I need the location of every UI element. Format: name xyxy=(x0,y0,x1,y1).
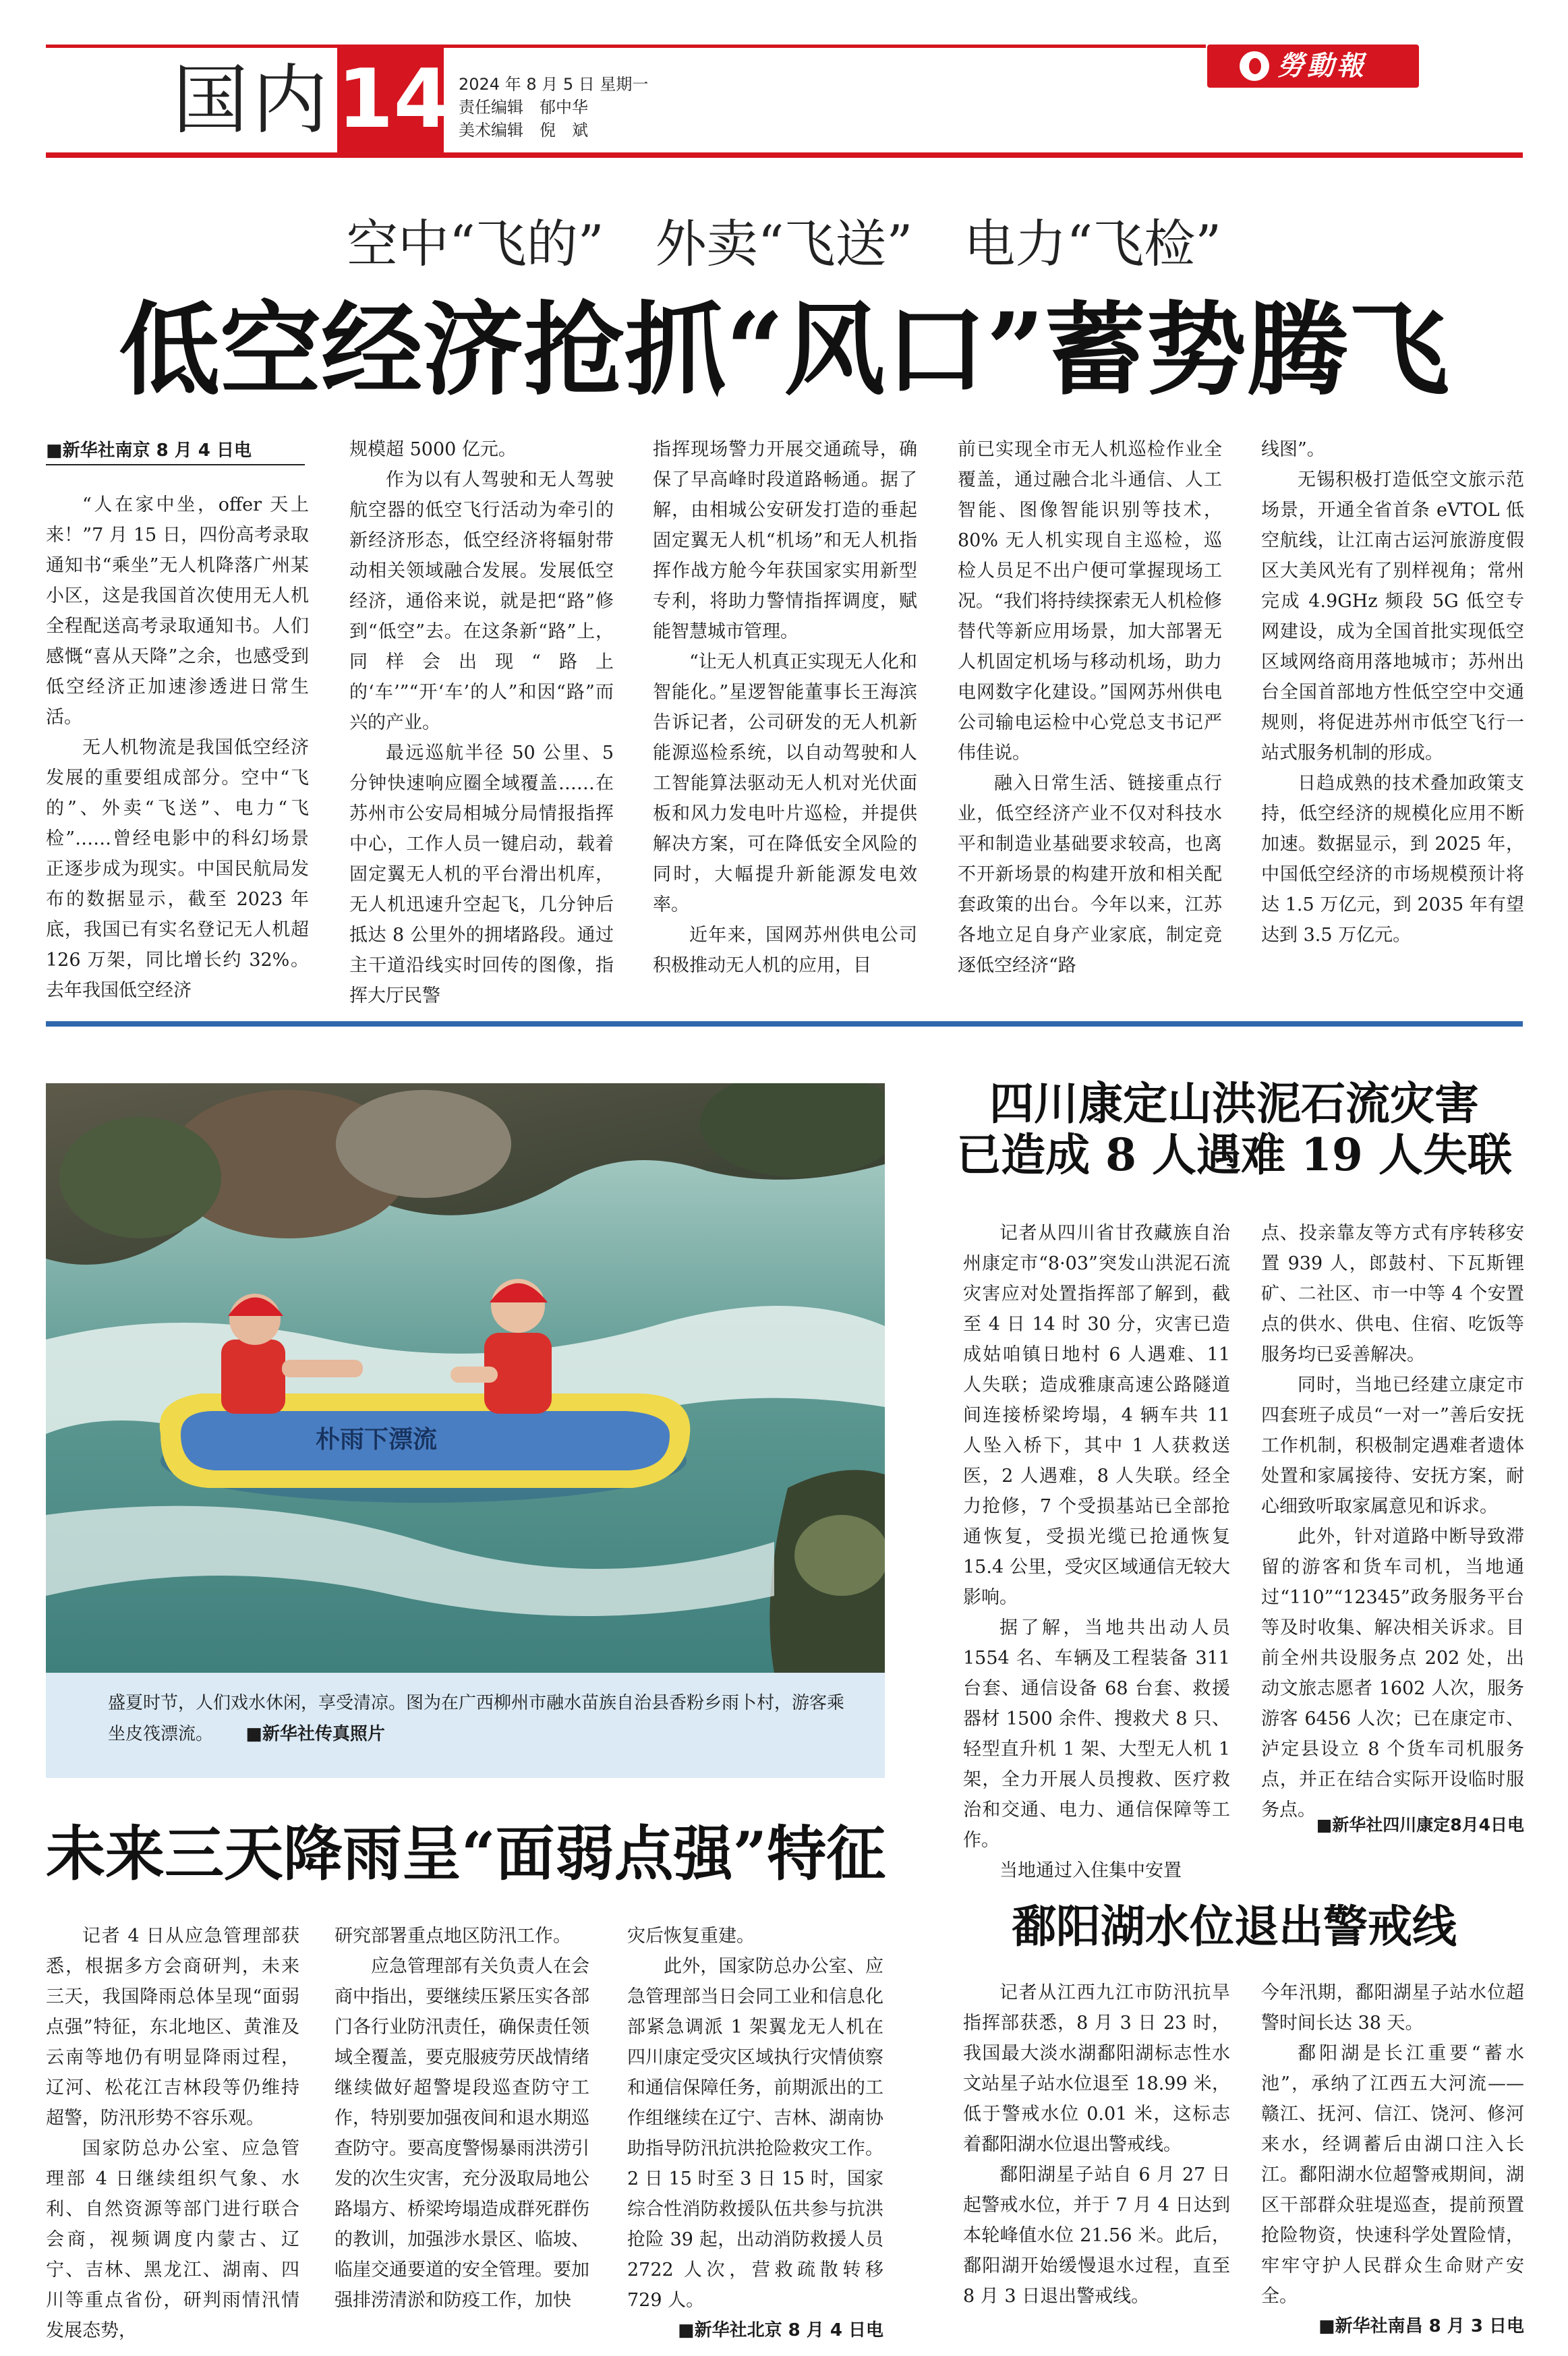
poyang-byline: ■新华社南昌 8 月 3 日电 xyxy=(1318,2316,1524,2336)
responsible-editor: 责任编辑 郁中华 xyxy=(459,98,588,117)
lead-col-4 xyxy=(958,434,1222,981)
lead-col-2 xyxy=(349,434,614,1011)
issue-date: 2024 年 8 月 5 日 星期一 xyxy=(459,75,649,94)
kangding-col-2 xyxy=(1261,1218,1524,1825)
paragraph: 无人机物流是我国低空经济发展的重要组成部分。空中“飞的”、外卖“飞送”、电力“飞检”……曾经电影中的科幻场景正逐步成为现实。中国民航局发布的数据显示，截至 2023 年底，我国已有实名登记无人机超 126 万架，同比增长约 32%。去年我国低空经济 xyxy=(46,737,309,1001)
photo-caption xyxy=(108,1688,856,1750)
raft-label: 朴雨下漂流 xyxy=(316,1425,438,1454)
paragraph: “让无人机真正实现无人化和智能化。”星逻智能董事长王海滨告诉记者，公司研发的无人机新能源巡检系统，以自动驾驶和人工智能算法驱动无人机对光伏面板和风力发电叶片巡检，并提供解决方案，可在降低安全风险的同时，大幅提升新能源发电效率。 xyxy=(653,652,917,915)
paragraph: 点、投亲靠友等方式有序转移安置 939 人，郎鼓村、下瓦斯锂矿、二社区、市一中等 4 个安置点的供水、供电、住宿、吃饭等服务均已妥善解决。 xyxy=(1261,1223,1524,1365)
paragraph: 记者从江西九江市防汛抗旱指挥部获悉，8 月 3 日 23 时，我国最大淡水湖鄱阳湖标志性水文站星子站水位退至 18.99 米，低于警戒水位 0.01 米，这标志着鄱阳湖水位退出警戒线。 xyxy=(963,1982,1230,2155)
paragraph: 国家防总办公室、应急管理部 4 日继续组织气象、水利、自然资源等部门进行联合会商，视频调度内蒙古、辽宁、吉林、黑龙江、湖南、四川等重点省份，研判雨情汛情发展态势， xyxy=(46,2138,299,2341)
paragraph: 当地通过入住集中安置 xyxy=(999,1860,1182,1881)
lead-col-5 xyxy=(1261,434,1524,950)
page-number-box xyxy=(337,46,450,154)
kangding-headline-line2: 已造成 8 人遇难 19 人失联 xyxy=(956,1128,1512,1181)
paragraph: 灾后恢复重建。 xyxy=(627,1926,755,1947)
kangding-byline: ■新华社四川康定8月4日电 xyxy=(1316,1815,1524,1835)
photo-caption-box xyxy=(46,1673,885,1778)
lead-headline: 低空经济抢抓“风口”蓄势腾飞 xyxy=(119,291,1449,409)
page-number: 14 xyxy=(337,53,450,146)
logo-icon xyxy=(1240,51,1269,81)
kangding-headline-line1: 四川康定山洪泥石流灾害 xyxy=(989,1077,1479,1130)
lead-kicker: 空中“飞的” 外卖“飞送” 电力“飞检” xyxy=(346,214,1222,274)
paragraph: 此外，针对道路中断导致滞留的游客和货车司机，当地通过“110”“12345”政务服务平台等及时收集、解决相关诉求。目前全州共设服务点 202 处，出动文旅志愿者 1602 人次，服务游客 6456 人次；已在康定市、泸定县设立 8 个货车司机服务点，并正在结合实际开设临时服务点。 xyxy=(1261,1526,1524,1820)
paragraph: 研究部署重点地区防汛工作。 xyxy=(335,1926,571,1947)
lead-col-3 xyxy=(653,434,917,981)
paragraph: 融入日常生活、链接重点行业，低空经济产业不仅对科技水平和制造业基础要求较高，也离不开新场景的构建开放和相关配套政策的出台。今年以来，江苏各地立足自身产业家底，制定竞逐低空经济“路 xyxy=(958,773,1222,976)
kangding-headline xyxy=(944,1078,1524,1180)
logo-wordmark: 勞動報 xyxy=(1277,50,1366,82)
header-top-rule xyxy=(46,45,1206,48)
paragraph: 作为以有人驾驶和无人驾驶航空器的低空飞行活动为牵引的新经济形态，低空经济将辐射带动相关领域融合发展。发展低空经济，通俗来说，就是把“路”修到“低空”去。在这条新“路”上，同样会出现“路上的‘车’”“开‘车’的人”和因“路”而兴的产业。 xyxy=(349,469,614,733)
photo-credit: ■新华社传真照片 xyxy=(245,1724,385,1744)
rain-headline: 未来三天降雨呈“面弱点强”特征 xyxy=(46,1818,886,1889)
paragraph: 无锡积极打造低空文旅示范场景，开通全省首条 eVTOL 低空航线，让江南古运河旅游度假区大美风光有了别样视角；常州完成 4.9GHz 频段 5G 低空专网建设，成为全国首批实现低空区域网络商用落地城市；苏州出台全国首部地方性低空空中交通规则，将促进苏州市低空飞行一站式服务机制的形成。 xyxy=(1261,469,1524,764)
masthead-logo xyxy=(1207,45,1419,88)
paragraph: 同时，当地已经建立康定市四套班子成员“一对一”善后安抚工作机制，积极制定遇难者遗体处置和家属接待、安抚方案，耐心细致听取家属意见和诉求。 xyxy=(1261,1375,1524,1517)
paragraph: 鄱阳湖是长江重要“蓄水池”，承纳了江西五大河流——赣江、抚河、信江、饶河、修河来水，经调蓄后由湖口注入长江。鄱阳湖水位超警戒期间，湖区干部群众驻堤巡查，提前预置抢险物资，快速科学处置险情，牢牢守护人民群众生命财产安全。 xyxy=(1261,2043,1524,2307)
paragraph: 最远巡航半径 50 公里、5 分钟快速响应圈全域覆盖……在苏州市公安局相城分局情报指挥中心，工作人员一键启动，载着固定翼无人机的平台滑出机库，无人机迅速升空起飞，几分钟后抵达 8 公里外的拥堵路段。通过主干道沿线实时回传的图像，指挥大厅民警 xyxy=(349,743,614,1006)
paragraph: 据了解，当地共出动人员 1554 名、车辆及工程装备 311 台套、通信设备 68 台套、救援器材 1500 余件、搜救犬 8 只、轻型直升机 1 架、大型无人机 1 架，全力开展人员搜救、医疗救治和交通、电力、通信保障等工作。 xyxy=(963,1617,1230,1851)
paragraph: 应急管理部有关负责人在会商中指出，要继续压紧压实各部门各行业防汛责任，确保责任领域全覆盖，要克服疲劳厌战情绪继续做好超警堤段巡查防守工作，特别要加强夜间和退水期巡查防守。要高度警惕暴雨洪涝引发的次生灾害，充分汲取局地公路塌方、桥梁垮塌造成群死群伤的教训，加强涉水景区、临坡、临崖交通要道的安全管理。要加强排涝清淤和防疫工作，加快 xyxy=(335,1956,589,2311)
paragraph: 鄱阳湖星子站自 6 月 27 日起警戒水位，并于 7 月 4 日达到本轮峰值水位 21.56 米。此后，鄱阳湖开始缓慢退水过程，直至 8 月 3 日退出警戒线。 xyxy=(963,2164,1230,2307)
poyang-col-2 xyxy=(1261,1978,1524,2342)
caption-text: 盛夏时节，人们戏水休闲，享受清凉。图为在广西柳州市融水苗族自治县香粉乡雨卜村，游客乘坐皮筏漂流。 xyxy=(108,1693,845,1744)
rafting-illustration xyxy=(46,1083,885,1673)
rain-col-1 xyxy=(46,1921,299,2346)
art-editor: 美术编辑 倪 斌 xyxy=(459,121,588,140)
lead-byline: ■新华社南京 8 月 4 日电 xyxy=(46,437,305,465)
rafting-photo xyxy=(46,1083,885,1673)
section-divider xyxy=(46,1021,1523,1027)
paragraph: 指挥现场警力开展交通疏导，确保了早高峰时段道路畅通。据了解，由相城公安研发打造的垂起固定翼无人机“机场”和无人机指挥作战方舱今年获国家实用新型专利，将助力警情指挥调度，赋能智慧城市管理。 xyxy=(653,439,917,642)
rain-col-3 xyxy=(627,1921,883,2346)
header-bottom-rule xyxy=(46,152,1523,158)
paragraph: 此外，国家防总办公室、应急管理部当日会同工业和信息化部紧急调派 1 架翼龙无人机在四川康定受灾区域执行灾情侦察和通信保障任务，前期派出的工作组继续在辽宁、吉林、湖南协助指导防汛抗洪抢险救灾工作。2 日 15 时至 3 日 15 时，国家综合性消防救援队伍共参与抗洪抢险 39 起，出动消防救援人员 2722 人次，营救疏散转移 729 人。 xyxy=(627,1956,883,2311)
paragraph: 规模超 5000 亿元。 xyxy=(349,439,517,460)
paragraph: 记者 4 日从应急管理部获悉，根据多方会商研判，未来三天，我国降雨总体呈现“面弱点强”特征，东北地区、黄淮及云南等地仍有明显降雨过程，辽河、松花江吉林段等仍维持超警，防汛形势不容乐观。 xyxy=(46,1926,299,2129)
poyang-col-1 xyxy=(963,1978,1230,2311)
paragraph: 近年来，国网苏州供电公司积极推动无人机的应用，目 xyxy=(653,925,917,976)
paragraph: 记者从四川省甘孜藏族自治州康定市“8·03”突发山洪泥石流灾害应对处置指挥部了解到，截至 4 日 14 时 30 分，灾害已造成姑咱镇日地村 6 人遇难、11 人失联；造成雅康高速公路隧道间连接桥梁垮塌，4 辆车共 11 人坠入桥下，其中 1 人获救送医，2 人遇难，8 人失联。经全力抢修，7 个受损基站已全部抢通恢复，受损光缆已抢通恢复 15.4 公里，受灾区域通信无较大影响。 xyxy=(963,1223,1230,1608)
rain-byline: ■新华社北京 8 月 4 日电 xyxy=(678,2320,883,2340)
paragraph: 线图”。 xyxy=(1261,439,1325,460)
kangding-col-1 xyxy=(963,1218,1230,1886)
paragraph: 今年汛期，鄱阳湖星子站水位超警时间长达 38 天。 xyxy=(1261,1982,1524,2034)
rain-col-2 xyxy=(335,1921,589,2316)
paragraph: 日趋成熟的技术叠加政策支持，低空经济的规模化应用不断加速。数据显示，到 2025 年，中国低空经济的市场规模预计将达 1.5 万亿元，到 2035 年有望达到 3.5 万亿元。 xyxy=(1261,773,1524,946)
paragraph: 前已实现全市无人机巡检作业全覆盖，通过融合北斗通信、人工智能、图像智能识别等技术，80% 无人机实现自主巡检，巡检人员足不出户便可掌握现场工况。“我们将持续探索无人机检修替代等新应用场景，加大部署无人机固定机场与移动机场，助力电网数字化建设。”国网苏州供电公司输电运检中心党总支书记严伟佳说。 xyxy=(958,439,1222,764)
paragraph: “人在家中坐，offer 天上来！”7 月 15 日，四份高考录取通知书“乘坐”无人机降落广州某小区，这是我国首次使用无人机全程配送高考录取通知书。人们感慨“喜从天降”之余，也感受到低空经济正加速渗透进日常生活。 xyxy=(46,494,309,728)
poyang-headline: 鄱阳湖水位退出警戒线 xyxy=(1012,1900,1457,1953)
edition-info xyxy=(459,73,648,142)
lead-col-1 xyxy=(46,490,309,1006)
section-label: 国内 xyxy=(173,57,332,144)
